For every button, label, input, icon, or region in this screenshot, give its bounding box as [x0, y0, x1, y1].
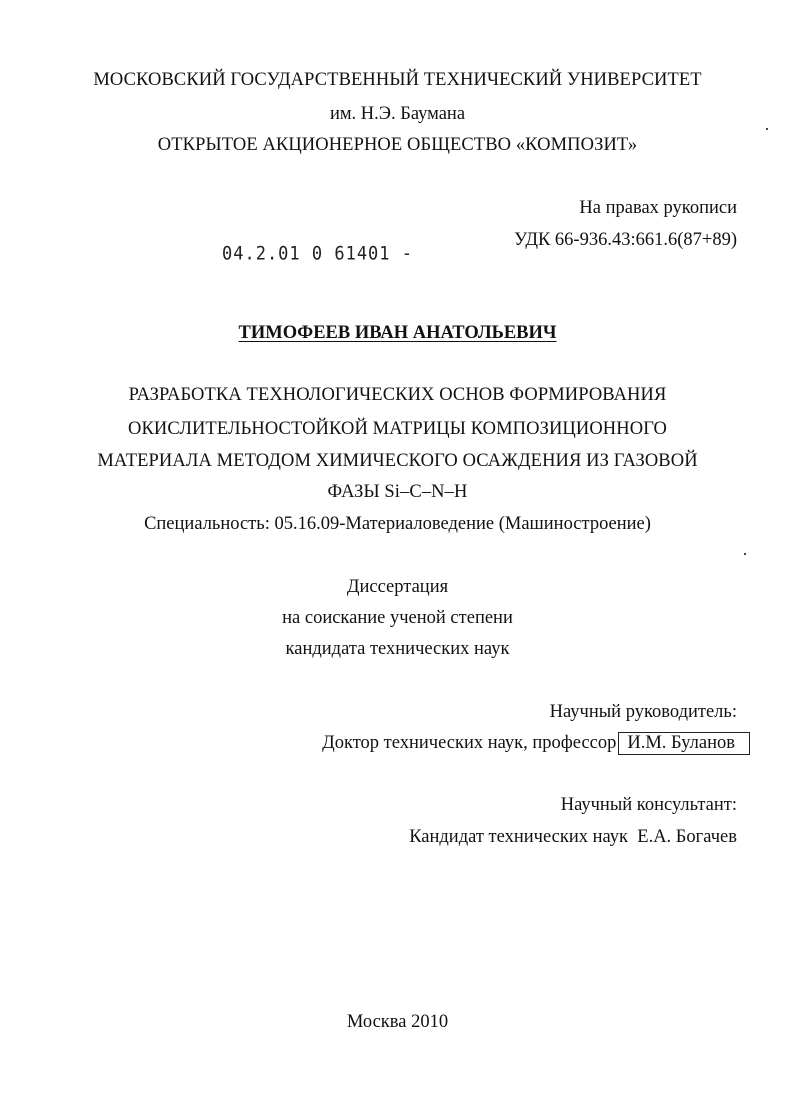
specialty: Специальность: 05.16.09-Материаловедение (Машиностроение) — [144, 514, 651, 534]
author-name: ТИМОФЕЕВ ИВАН АНАТОЛЬЕВИЧ — [238, 323, 557, 343]
named-after: им. Н.Э. Баумана — [329, 104, 466, 124]
udk-code: УДК 66-936.43:661.6(87+89) — [514, 230, 737, 250]
university-name: МОСКОВСКИЙ ГОСУДАРСТВЕННЫЙ ТЕХНИЧЕСКИЙ УНИВЕРСИТЕТ — [93, 70, 702, 90]
consultant-label: Научный консультант: — [560, 795, 737, 815]
registration-stamp: 04.2.01 0 61401 - — [222, 242, 413, 266]
degree-line-3: кандидата технических наук — [285, 639, 510, 659]
supervisor-title: Доктор технических наук, профессор — [322, 733, 617, 753]
title-line-3: МАТЕРИАЛА МЕТОДОМ ХИМИЧЕСКОГО ОСАЖДЕНИЯ ИЗ ГАЗОВОЙ — [97, 451, 698, 471]
title-line-1: РАЗРАБОТКА ТЕХНОЛОГИЧЕСКИХ ОСНОВ ФОРМИРОВАНИЯ — [128, 385, 667, 405]
degree-line-1: Диссертация — [346, 577, 449, 597]
city-year: Москва 2010 — [346, 1012, 449, 1032]
degree-line-2: на соискание ученой степени — [282, 608, 513, 628]
scan-speck — [744, 553, 746, 555]
title-line-2: ОКИСЛИТЕЛЬНОСТОЙКОЙ МАТРИЦЫ КОМПОЗИЦИОННОГО — [127, 419, 667, 439]
supervisor-line — [322, 732, 750, 755]
supervisor-name: И.М. Буланов — [618, 732, 750, 755]
scan-speck — [766, 128, 768, 130]
rights-note: На правах рукописи — [579, 198, 737, 218]
supervisor-label: Научный руководитель: — [549, 702, 737, 722]
consultant-text: Кандидат технических наук Е.А. Богачев — [409, 827, 737, 847]
company-name: ОТКРЫТОЕ АКЦИОНЕРНОЕ ОБЩЕСТВО «КОМПОЗИТ» — [157, 135, 638, 155]
title-line-4: ФАЗЫ Si–C–N–H — [327, 482, 468, 502]
